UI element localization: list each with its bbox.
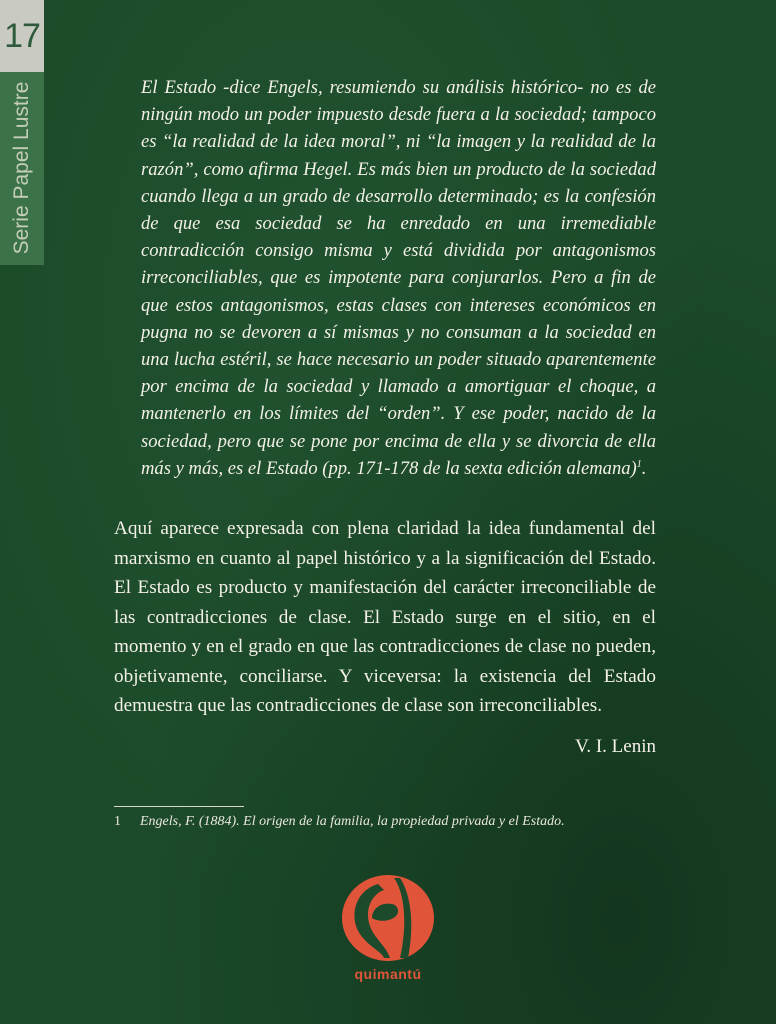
engels-quote	[141, 74, 656, 482]
publisher-name: quimantú	[354, 966, 422, 982]
footnote-number: 1	[114, 814, 121, 829]
series-band	[0, 72, 44, 265]
volume-number: 17	[0, 0, 44, 72]
footnote	[114, 814, 565, 830]
author-signature: V. I. Lenin	[575, 736, 656, 757]
quote-text: El Estado -dice Engels, resumiendo su análisis histórico- no es de ningún modo un poder impuesto desde fuera a la sociedad; tampoco es “la realidad de la idea moral”, ni “la imagen y la realidad de la razón”, como afirma Hegel. Es más bien un producto de la sociedad cuando llega a un grado de desarrollo determinado; es la confesión de que esa sociedad se ha enredado en una irremediable contradicción consigo misma y está dividida por antagonismos irreconciliables, que es impotente para conjurarlos. Pero a fin de que estos antagonismos, estas clases con intereses económicos en pugna no se devoren a sí mismas y no consuman a la sociedad en una lucha estéril, se hace necesario un poder situado aparentemente por encima de la sociedad y llamado a amortiguar el choque, a mantenerlo en los límites del “orden”. Y ese poder, nacido de la sociedad, pero que se pone por encima de ella y se divorcia de ella más y más, es el Estado (pp. 171-178 de la sexta edición alemana)	[141, 77, 656, 479]
footnote-divider	[114, 806, 244, 807]
commentary-paragraph: Aquí aparece expresada con plena claridad la idea fundamental del marxismo en cuanto al papel histórico y a la significación del Estado. El Estado es producto y manifestación del carácter irreconciliable de las contradicciones de clase. El Estado surge en el sitio, en el momento y en el grado en que las contradicciones de clase no pueden, objetivamente, conciliarse. Y viceversa: la existencia del Estado demuestra que las contradicciones de clase son irreconciliables.	[114, 518, 656, 716]
footnote-ref: 1	[636, 458, 642, 470]
footnote-text: Engels, F. (1884). El origen de la familia, la propiedad privada y el Estado.	[140, 814, 565, 829]
quote-end: .	[641, 457, 647, 479]
spine-tab	[0, 0, 44, 265]
quimantu-logo-icon	[338, 872, 438, 964]
series-name: Serie Papel Lustre	[10, 81, 33, 255]
